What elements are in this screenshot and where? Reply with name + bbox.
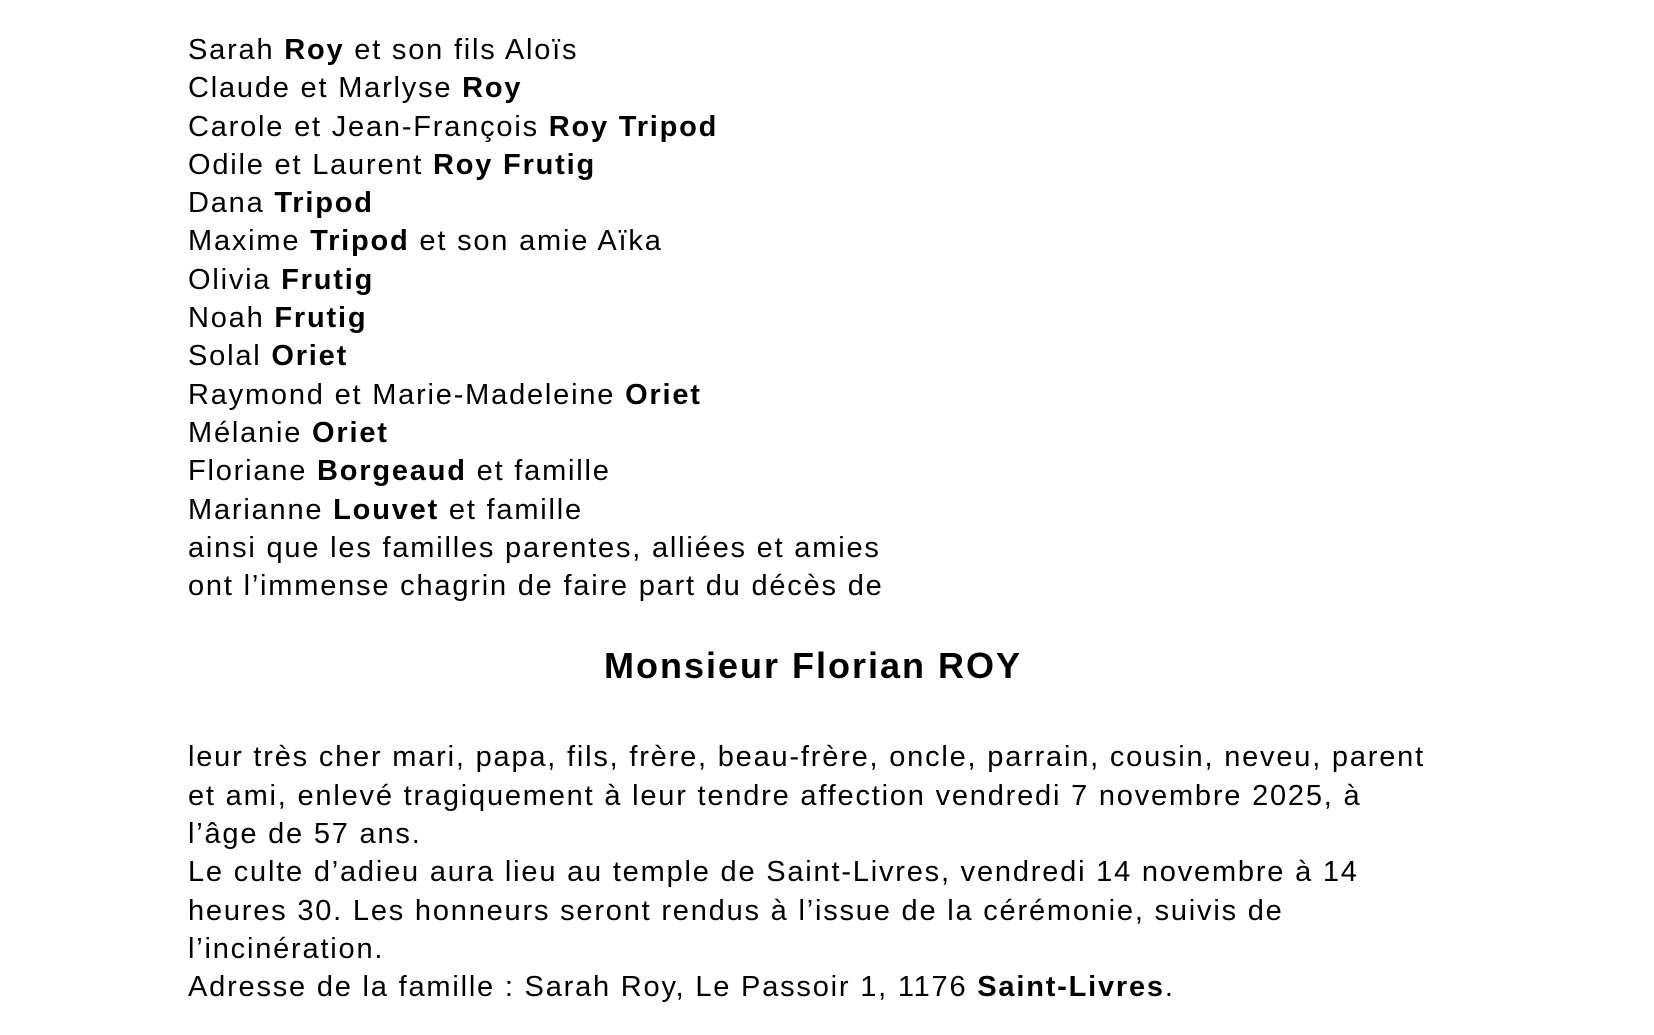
announcement-body xyxy=(188,738,1438,1006)
text-segment: Carole et Jean-François xyxy=(188,110,549,143)
family-line xyxy=(188,452,1438,490)
family-line xyxy=(188,261,1438,299)
text-segment: Le culte d’adieu aura lieu au temple de Saint-Livres, vendredi 14 novembre à 14 xyxy=(188,856,1359,889)
surname-bold-segment: Frutig xyxy=(274,302,368,335)
body-line xyxy=(188,968,1438,1006)
text-segment: Maxime xyxy=(188,225,311,258)
family-line xyxy=(188,222,1438,260)
text-segment: ainsi que les familles parentes, alliées et amies xyxy=(188,531,881,564)
family-line xyxy=(188,567,1438,605)
text-segment: et famille xyxy=(466,455,611,488)
text-segment: Sarah xyxy=(188,34,285,66)
text-segment: Odile et Laurent xyxy=(188,148,434,181)
deceased-name-title: Monsieur Florian ROY xyxy=(603,645,1023,687)
family-line xyxy=(188,491,1438,529)
family-line xyxy=(188,299,1438,337)
body-line xyxy=(188,738,1438,776)
surname-bold-segment: Tripod xyxy=(274,187,374,220)
surname-bold-segment: Roy xyxy=(462,72,523,105)
text-segment: l’âge de 57 ans. xyxy=(188,818,422,851)
family-line xyxy=(188,376,1438,414)
text-segment: et son fils Aloïs xyxy=(344,34,579,66)
text-segment: et famille xyxy=(439,493,583,526)
text-segment: l’incinération. xyxy=(188,932,385,965)
text-segment: Adresse de la famille : Sarah Roy, Le Passoir 1, 1176 xyxy=(188,971,978,1004)
surname-bold-segment: Roy xyxy=(284,34,345,66)
text-segment: Olivia xyxy=(188,263,282,296)
text-segment: leur très cher mari, papa, fils, frère, beau-frère, oncle, parrain, cousin, neveu, parent xyxy=(188,741,1425,774)
surname-bold-segment: Saint-Livres xyxy=(977,971,1165,1004)
text-segment: ont l’immense chagrin de faire part du décès de xyxy=(188,570,884,603)
family-line xyxy=(188,414,1438,452)
text-segment: . xyxy=(1164,971,1175,1004)
text-segment: et ami, enlevé tragiquement à leur tendre affection vendredi 7 novembre 2025, à xyxy=(188,779,1362,812)
family-line xyxy=(188,184,1438,222)
body-line xyxy=(188,853,1438,891)
body-line xyxy=(188,892,1438,930)
surname-bold-segment: Roy Frutig xyxy=(433,148,597,181)
surname-bold-segment: Roy Tripod xyxy=(548,110,719,143)
body-line xyxy=(188,930,1438,968)
text-segment: Floriane xyxy=(188,455,318,488)
family-line xyxy=(188,337,1438,375)
surname-bold-segment: Oriet xyxy=(271,340,349,373)
surname-bold-segment: Oriet xyxy=(625,378,702,411)
family-names-list xyxy=(188,31,1438,605)
text-segment: et son amie Aïka xyxy=(409,225,663,258)
text-segment: Dana xyxy=(188,187,275,220)
family-line xyxy=(188,146,1438,184)
family-line xyxy=(188,108,1438,146)
surname-bold-segment: Louvet xyxy=(333,493,440,526)
text-segment: Raymond et Marie-Madeleine xyxy=(188,378,626,411)
surname-bold-segment: Borgeaud xyxy=(317,455,467,488)
text-segment: Mélanie xyxy=(188,416,313,449)
family-line xyxy=(188,529,1438,567)
death-notice-document xyxy=(188,0,1438,1007)
body-line xyxy=(188,777,1438,815)
text-segment: Noah xyxy=(188,302,275,335)
surname-bold-segment: Tripod xyxy=(310,225,410,258)
surname-bold-segment: Frutig xyxy=(281,263,375,296)
family-line xyxy=(188,69,1438,107)
text-segment: Solal xyxy=(188,340,272,373)
body-line xyxy=(188,815,1438,853)
text-segment: Claude et Marlyse xyxy=(188,72,463,105)
family-line xyxy=(188,31,1438,69)
surname-bold-segment: Oriet xyxy=(312,416,389,449)
text-segment: heures 30. Les honneurs seront rendus à l’issue de la cérémonie, suivis de xyxy=(188,894,1284,927)
text-segment: Marianne xyxy=(188,493,334,526)
